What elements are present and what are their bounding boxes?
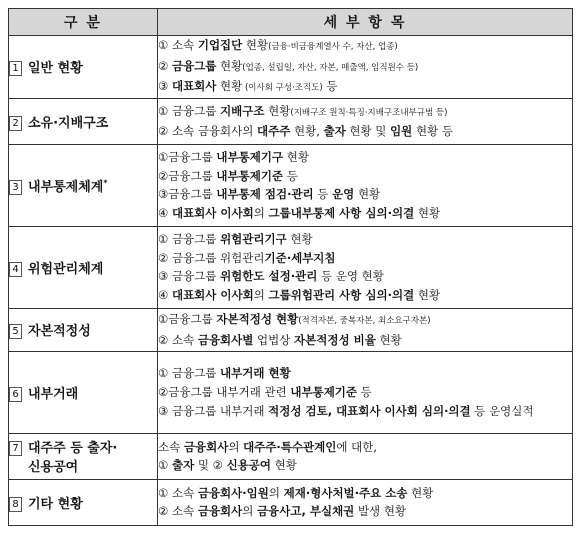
detail-line: [158, 249, 572, 268]
detail-line: [158, 364, 572, 383]
detail-text: 그룹내부통제 사항 심의·의결: [268, 205, 415, 220]
detail-text: 등: [313, 187, 333, 202]
detail-text: ② 소속: [158, 504, 198, 519]
detail-text: ②금융그룹: [158, 168, 217, 183]
table-row: [9, 98, 573, 144]
category-number: 7: [9, 441, 22, 456]
category-number: 5: [9, 324, 22, 339]
category-cell: [9, 226, 158, 308]
detail-text: ②: [158, 58, 172, 73]
detail-text: ① 소속: [158, 485, 198, 500]
detail-text: 위험한도 설정·관리: [220, 269, 318, 284]
category-cell: [9, 433, 158, 479]
detail-text: 현황: [242, 38, 269, 52]
detail-text: 대표회사 이사회: [171, 287, 254, 302]
detail-cell: [158, 351, 573, 433]
detail-line: [158, 383, 572, 402]
detail-text: 및 ②: [194, 458, 227, 473]
detail-cell: [158, 433, 573, 479]
detail-text: 현황,: [290, 124, 324, 139]
detail-text: 현황: [216, 79, 243, 94]
detail-text: 대주주·특수관계인: [243, 439, 337, 454]
detail-text: 금융회사: [197, 504, 243, 519]
detail-text: ① 금융그룹: [158, 232, 221, 247]
detail-text: (적격자본, 중복자본, 최소요구자본): [298, 316, 431, 327]
table-row: [9, 479, 573, 525]
detail-line: [158, 77, 572, 98]
table-row: [9, 36, 573, 99]
detail-line: [158, 310, 572, 331]
detail-text: ③금융그룹: [158, 187, 217, 202]
detail-text: (지배구조 원칙·특징·지배구조내부규범 등): [290, 107, 448, 118]
detail-line: [158, 102, 572, 123]
detail-text: 현황: [264, 103, 291, 118]
detail-text: ② 소속: [158, 332, 198, 347]
detail-text: 등: [283, 168, 298, 183]
category-number: 4: [9, 262, 22, 277]
detail-text: 등: [357, 384, 372, 399]
items-table: [8, 8, 573, 526]
category-cell: [9, 98, 158, 144]
detail-text: ① 금융그룹: [158, 103, 221, 118]
detail-text: 대표회사 이사회: [171, 205, 254, 220]
detail-text: ③: [158, 79, 172, 94]
detail-text: 지배구조: [220, 103, 265, 118]
detail-line: [158, 167, 572, 186]
detail-text: ①금융그룹: [158, 150, 217, 165]
category-number: 6: [9, 387, 22, 402]
header-category: 구 분: [9, 9, 158, 36]
category-cell: [9, 144, 158, 226]
category-label: 일반 현황: [28, 61, 83, 77]
detail-text: 금융그룹: [171, 58, 217, 73]
detail-text: 제재·형사처벌·주요 소송: [283, 485, 408, 500]
category-label-line2: 신용공여: [28, 460, 79, 476]
detail-text: 금융회사별: [197, 332, 254, 347]
detail-text: ② 소속 금융회사의: [158, 124, 258, 139]
detail-text: 금융사고, 부실채권: [257, 504, 355, 519]
detail-text: 의: [242, 504, 258, 519]
detail-text: 자본적정성 비율: [294, 332, 376, 347]
detail-text: 현황: [354, 187, 381, 202]
category-label: 소유·지배구조: [28, 115, 109, 131]
detail-text: 신용공여: [226, 458, 272, 473]
table-row: [9, 144, 573, 226]
category-number: 8: [9, 497, 22, 512]
detail-text: 발생 현황: [354, 504, 407, 519]
category-label: 내부통제체계: [28, 179, 104, 195]
detail-line: [158, 267, 572, 286]
detail-text: 현황: [375, 332, 402, 347]
detail-text: 적정성 검토, 대표회사 이사회 심의·의결: [268, 403, 471, 418]
detail-text: 내부거래 현황: [220, 366, 291, 381]
detail-text: 내부통제기구: [216, 150, 284, 165]
detail-text: 출자: [171, 458, 195, 473]
detail-text: 현황: [271, 458, 297, 473]
category-cell: [9, 36, 158, 99]
detail-text: 현황: [283, 150, 309, 165]
detail-text: 업법상: [253, 332, 295, 347]
detail-line: [158, 286, 572, 305]
table-row: [9, 351, 573, 433]
detail-line: [158, 148, 572, 167]
detail-text: 임원: [390, 124, 413, 139]
detail-text: 운영: [332, 187, 355, 202]
detail-text: 그룹위험관리 사항 심의·의결: [268, 287, 415, 302]
detail-line: [158, 402, 572, 421]
detail-text: 에 대한,: [336, 439, 377, 454]
detail-text: ③ 금융그룹: [158, 269, 221, 284]
detail-text: 기업집단: [197, 38, 243, 52]
category-label: 위험관리체계: [28, 261, 104, 277]
detail-text: 내부통제기준: [290, 384, 358, 399]
detail-text: ④: [158, 287, 172, 302]
detail-text: 소속: [158, 439, 184, 454]
category-label: 기타 현황: [28, 496, 83, 512]
detail-text: 현황 및: [345, 124, 391, 139]
detail-text: 현황: [216, 58, 243, 73]
detail-text: 기준·세부지침: [264, 250, 336, 265]
table-header-row: [9, 9, 573, 36]
category-number: 1: [9, 61, 22, 76]
detail-text: 의: [228, 439, 244, 454]
detail-line: [158, 230, 572, 249]
detail-text: 등: [322, 79, 338, 94]
detail-text: 위험관리기구: [220, 232, 287, 247]
category-cell: [9, 479, 158, 525]
detail-line: [158, 204, 572, 223]
detail-text: 현황 등: [412, 124, 453, 139]
detail-text: 의: [268, 485, 284, 500]
category-number: 2: [9, 116, 22, 131]
category-number: 3: [9, 180, 22, 195]
detail-line: [158, 502, 572, 521]
detail-text: ① 소속: [158, 38, 198, 52]
table-row: [9, 308, 573, 351]
detail-line: [158, 331, 572, 350]
detail-line: [158, 185, 572, 204]
detail-line: [158, 484, 572, 503]
category-cell: [9, 351, 158, 433]
detail-line: [158, 456, 572, 475]
detail-text: 금융회사: [183, 439, 229, 454]
detail-text: 의: [253, 287, 269, 302]
detail-text: 대주주: [257, 124, 291, 139]
detail-text: ② 금융그룹 위험관리: [158, 250, 265, 265]
detail-text: 현황: [286, 232, 313, 247]
detail-cell: [158, 36, 573, 99]
detail-text: 현황: [414, 205, 441, 220]
detail-cell: [158, 226, 573, 308]
detail-line: [158, 122, 572, 141]
detail-text: 의: [253, 205, 269, 220]
detail-text: 출자: [323, 124, 346, 139]
detail-text: 자본적정성 현황: [216, 312, 299, 327]
detail-line: [158, 36, 572, 57]
detail-text: ① 금융그룹: [158, 366, 221, 381]
detail-text: 내부통제기준: [216, 168, 284, 183]
detail-cell: [158, 144, 573, 226]
category-label: 자본적정성: [28, 324, 91, 340]
detail-text: 현황: [414, 287, 441, 302]
detail-line: [158, 57, 572, 78]
detail-line: [158, 438, 572, 457]
table-row: [9, 226, 573, 308]
header-items: 세 부 항 목: [158, 9, 573, 36]
category-cell: [9, 308, 158, 351]
detail-text: ①: [158, 458, 172, 473]
detail-text: 대표회사: [171, 79, 217, 94]
detail-text: ④: [158, 205, 172, 220]
category-label: 내부거래: [28, 386, 79, 402]
detail-text: 금융회사·임원: [197, 485, 269, 500]
detail-text: 등 운영 현황: [317, 269, 384, 284]
detail-text: ③ 금융그룹 내부거래: [158, 403, 269, 418]
detail-cell: [158, 98, 573, 144]
table-row: [9, 433, 573, 479]
detail-text: 등 운영실적: [470, 403, 534, 418]
detail-cell: [158, 479, 573, 525]
detail-text: (이사회 구성·조직도): [242, 83, 323, 94]
category-label: 대주주 등 출자·: [28, 441, 118, 457]
detail-text: 내부통제 점검·관리: [216, 187, 314, 202]
detail-text: (금융·비금융계열사 수, 자산, 업종): [268, 42, 398, 52]
footnote-mark: *: [103, 178, 108, 188]
detail-text: ①금융그룹: [158, 312, 217, 327]
detail-text: ②금융그룹 내부거래 관련: [158, 384, 291, 399]
detail-cell: [158, 308, 573, 351]
detail-text: 현황: [407, 485, 434, 500]
detail-text: (업종, 설립일, 자산, 자본, 매출액, 임직원수 등): [242, 62, 419, 73]
